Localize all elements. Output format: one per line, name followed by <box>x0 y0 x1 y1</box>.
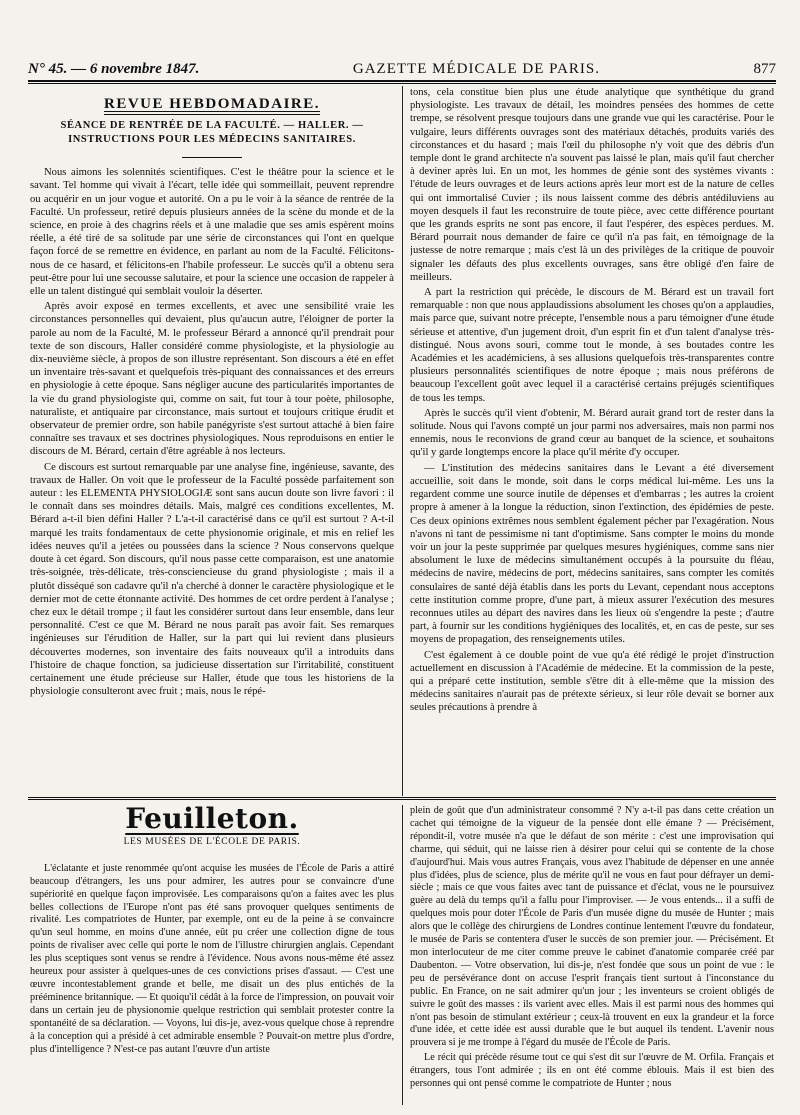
page-header <box>28 52 776 82</box>
revue-left-column <box>30 92 394 792</box>
revue-paragraph: C'est également à ce double point de vue qu'a été rédigé le projet d'instruction actuellement en discussion à l'Académie de médecine. Et la commission de la peste, qui a préparé cette institution, semble s'être dit à elle-même que la mission des médecins sanitaires n'aurait pas de prétexte sérieux, si leur rôle devait se borner aux seules précautions à prendre à <box>410 649 774 714</box>
revue-paragraph: A part la restriction qui précède, le discours de M. Bérard est un travail fort remarquable : non que nous applaudissions absolument les choses qu'on a applaudies, mais parce que, suivant notre précepte, l'ensemble nous a paru témoigner d'une étude sérieuse et attentive, d'un jugement droit, d'un esprit fin et d'un talent d'analyse très-distingué. Nous avons souri, comme tout le monde, à ses boutades contre les Académies et les académiciens, à ses allusions quelquefois très-transparentes contre plusieurs personnalités scientifiques de notre époque ; mais nous préférons de beaucoup l'excellent goût avec lequel il a caractérisé certains préjugés scientifiques de tous les temps. <box>410 287 774 404</box>
feuilleton-subtitle: LES MUSÉES DE L'ÉCOLE DE PARIS. <box>123 836 301 847</box>
revue-paragraph: Ce discours est surtout remarquable par une analyse fine, ingénieuse, savante, des travaux de Haller. On voit que le professeur de la Faculté possède parfaitement son auteur : les ELEMENTA PHYSIOLOGIÆ sont sans aucun doute son livre favori : il le connaît dans ses moindres détails. Mais, malgré ces conditions excellentes, M. Bérard a-t-il bien défini Haller ? L'a-t-il caractérisé dans ce qu'il est surtout ? A-t-il marqué les traits fondamentaux de cette physionomie originale, et mis en relief les idées neuves qu'il a jetées ou poussées dans la science ? Nous conservons quelque doute à cet égard. Son discours, qu'il nous passe cette comparaison, est une anatomie très-soignée, très-délicate, très-consciencieuse du grand physiologiste ; mais il a plutôt disséqué son cadavre qu'il n'a cherché à donner le caractère physiologique et le dernier mot de cette étonnante activité. Des hommes de cet ordre perdent à l'analyse ; chez eux le détail trompe ; il faut les considérer surtout dans leur ensemble, dans leur personnalité. C'est ce que M. Bérard ne nous paraît pas avoir fait. Ses remarques ingénieuses sur l'érudition de Haller, sur la part qui lui revient dans plusieurs découvertes modernes, son inventaire des faits nouveaux qu'il a introduits dans l'histoire de chaque fonction, sa judicieuse dissertation sur l'irritabilité, constituent certainement une étude précieuse sur Haller, étude que tous les historiens de la physiologie consulteront avec fruit ; mais, nous le répé- <box>30 461 394 698</box>
feuilleton-paragraph: L'éclatante et juste renommée qu'ont acquise les musées de l'École de Paris a attiré beaucoup d'étrangers, les uns pour admirer, les autres pour se convaincre d'une supériorité en quelque façon improvisée. Les comparaisons qu'on a faites avec les plus belles collections de l'Europe n'ont pas été sans provoquer quelques sentiments de rivalité. Les compatriotes de Hunter, par exemple, ont eu de la peine à se convaincre qu'un seul homme, en moins d'une année, eût pu créer une collection digne de tous points de rivaliser avec celle qui porte le nom de l'illustre chirurgien anglais. Cependant les plus sceptiques sont venus se rendre à l'évidence. Nous avons nous-même été assez heureux pour assister à quelques-unes de ces convictions prises d'assaut. — C'est une œuvre incontestablement grande et belle, me disait un des plus entichés de la prééminence britannique. — Et quoiqu'il cédât à la force de l'impression, on pouvait voir dans un certain jeu de physionomie quelque restriction qui semblait protester contre la spontanéité de sa déclaration. — Voyons, lui dis-je, avez-vous quelque chose à reprendre à la conception qui a présidé à cet admirable ensemble ? Pouvait-on mettre plus d'ordre, plus d'intelligence ? N'est-ce pas autant l'œuvre d'un artiste <box>30 862 394 1055</box>
revue-subtitle: SÉANCE DE RENTRÉE DE LA FACULTÉ. — HALLER. — INSTRUCTIONS POUR LES MÉDECINS SANITAIRES. <box>60 120 364 146</box>
feuilleton-left-column <box>30 805 394 1110</box>
column-divider-top <box>402 86 403 796</box>
feuilleton-title: Feuilleton. <box>125 805 299 835</box>
feuilleton-right-column <box>410 805 774 1110</box>
revue-paragraph: — L'institution des médecins sanitaires dans le Levant a été diversement accueillie, soit dans le monde, soit dans le corps médical lui-même. Les uns la regardent comme une source inutile de dépenses et d'embarras ; les autres la croient propre à amener à la longue la réduction, sinon l'extinction, des épidémies de peste. Ces deux opinions extrêmes nous semblent également pécher par l'exagération. Nous n'avons ni tant de pessimisme ni tant d'optimisme. Sans compter le moins du monde voir un jour la peste supprimée par quelques mesures hygiéniques, comme sans nier absolument le luxe de médecins simultanément occupés à la poursuite du fléau, médecins de navire, médecins de port, médecins sanitaires, sans compter les comités consulaires de santé déjà établis dans les ports du Levant, cependant nous acceptons cette institution comme propre, d'une part, à mieux assurer l'exécution des mesures reconnues utiles au départ des navires dans les lieux où s'engendre la peste ; d'autre part, à fournir sur les conditions hygiéniques des localités, et, en cas de peste, sur ses moyens de propagation, des renseignements utiles. <box>410 462 774 646</box>
revue-paragraph: Nous aimons les solennités scientifiques. C'est le théâtre pour la science et le savant. Tel homme qui vivait à l'écart, telle idée qui sommeillait, peuvent reprendre ou acquérir en un jour vogue et autorité. On a pu le voir à la séance de rentrée de la Faculté. Un professeur, retiré depuis plusieurs années de la scène du monde et de la science, en proie à des chagrins réels et à une maladie que ses amis espèrent moins réelle, a été tiré de sa solitude par une série de circonstances qui l'ont en quelque façon forcé de se remettre en évidence, en parlant au nom de la Faculté. Félicitons-nous de ce hasard, et félicitons-en l'habile professeur. Le succès qu'il a obtenu sera peut-être pour lui une secousse salutaire, et pour la science une occasion de rappeler à elle un talent distingué qui semblait vouloir la déserter. <box>30 167 394 298</box>
subtitle-rule <box>182 157 242 158</box>
publication-title: GAZETTE MÉDICALE DE PARIS. <box>352 61 600 77</box>
feuilleton-separator <box>28 797 776 800</box>
revue-title: REVUE HEBDOMADAIRE. <box>103 96 320 112</box>
revue-right-column <box>410 86 774 792</box>
revue-paragraph: tons, cela constitue bien plus une étude analytique que synthétique du grand physiologiste. Les travaux de détail, les moindres pensées des hommes de cette trempe, se résolvent presque toujours dans une grande vue qui les caractérise. Pour le vulgaire, leurs différents ouvrages sont des matériaux détachés, produits variés des circonstances et du hasard ; mais l'œil du philosophe n'y voit que des débris d'un temple dont le grand architecte n'a souvent pas laissé le plan, mais qu'il faut chercher à deviner après lui. En un mot, les hommes de génie sont des systèmes vivants : l'étude de leurs ouvrages et de leurs actions après leur mort est de la nature de celles qui ont immortalisé Cuvier ; ils nous laissent comme des débris antédiluviens au moyen desquels il faut les reconstruire de toute pièce, avec cette différence pourtant que les grands esprits ne sont pas encore, il faut l'espérer, des espèces perdues. M. Bérard pourrait nous demander de faire ce qu'il n'a pas fait, en témoignage de la justesse de notre remarque ; mais c'est là un des privilèges de la critique de pouvoir signaler les défauts des plus excellents ouvrages, sans être obligé d'en faire de meilleurs. <box>410 87 774 283</box>
header-rule <box>28 83 776 84</box>
feuilleton-paragraph: plein de goût que d'un administrateur consommé ? N'y a-t-il pas dans cette création un cachet qui témoigne de la vigueur de la pensée dont elle émane ? — Précisément, répondit-il, votre musée n'a que le défaut de son mérite : c'est une improvisation qui charme, qui séduit, qui ne laisse rien à désirer pour celui qui se contente de la chose d'aujourd'hui. Mais vous autres Français, vous avez l'habitude de dépenser en une année plus d'idées, plus de science, plus de mérite qu'il ne vous en faut pour défrayer un demi-siècle ; mais ce que vous faites avec tant de puissance et d'éclat, vous ne le poursuivez guère au delà du temps qu'il a fallu pour l'improviser. — Je vous entends... il a suffi de quelques mois pour doter l'École de Paris d'un musée digne du musée de Hunter ; mais alors que le collège des chirurgiens de Londres continue lentement l'œuvre du fondateur, le musée de Paris se contentera d'user le succès de son premier jour. — Précisément. Et mon interlocuteur de me citer comme preuve le cabinet d'anatomie comparée créé par Daubenton. — Votre observation, lui dis-je, n'est fondée que sous un point de vue : le peu de persévérance dont on accuse l'esprit français tient surtout à l'inconstance du public. En France, on ne sait admirer qu'un jour ; les inventeurs se croient obligés de suivre le goût des masses : ils varient avec elles. Mais il est parmi nous des hommes qui n'ont pas besoin de stimulant extérieur ; ceux-là trouvent en eux la grandeur et la force d'une idée, et cette idée est aussi durable que le but auquel ils tendent. L'avenir nous prouvera si je me trompe à l'égard du musée de l'École de Paris. <box>410 805 774 1049</box>
page-number: 877 <box>753 61 776 77</box>
column-divider-bottom <box>402 805 403 1105</box>
revue-paragraph: Après avoir exposé en termes excellents, et avec une sensibilité vraie les circonstances personnelles qui devaient, plus qu'aucun autre, l'éloigner de porter la parole au nom de la Faculté, M. le professeur Bérard a annoncé qu'il prendrait pour texte de son discours, Haller considéré comme physiologiste, et la physiologie au dix-neuvième siècle, à propos de son illustre représentant. Son discours a été en effet un inventaire très-savant et quelquefois très-piquant des connaissances et des erreurs en physiologie à cette époque. Sans négliger aucune des particularités importantes de la vie du grand physiologiste qui, comme on sait, fut tour à tour poète, philosophe, naturaliste, et antiquaire par circonstance, mais surtout et toujours critique érudit et observateur de premier ordre, son habile panégyriste s'est surtout attaché à bien faire connaître ses travaux et ses doctrines physiologiques. Nous reproduisons en entier le discours de M. Bérard, certain d'être agréable à nos lecteurs. <box>30 301 394 458</box>
revue-paragraph: Après le succès qu'il vient d'obtenir, M. Bérard aurait grand tort de rester dans la solitude. Nous qui l'avons compté un jour parmi nos adversaires, mais non parmi nos ennemis, nous le reconvions de grand cœur au banquet de la science, et souhaitons qu'il y garde longtemps encore la place qu'il mérite d'y occuper. <box>410 407 774 459</box>
issue-number: N° 45. — 6 novembre 1847. <box>28 61 200 77</box>
feuilleton-paragraph: Le récit qui précède résume tout ce qui s'est dit sur l'œuvre de M. Orfila. Français et étrangers, tous l'ont admirée ; ils en ont été comme éblouis. Mais il est bien des personnes qui ont pensé comme le compatriote de Hunter ; nous <box>410 1052 774 1090</box>
